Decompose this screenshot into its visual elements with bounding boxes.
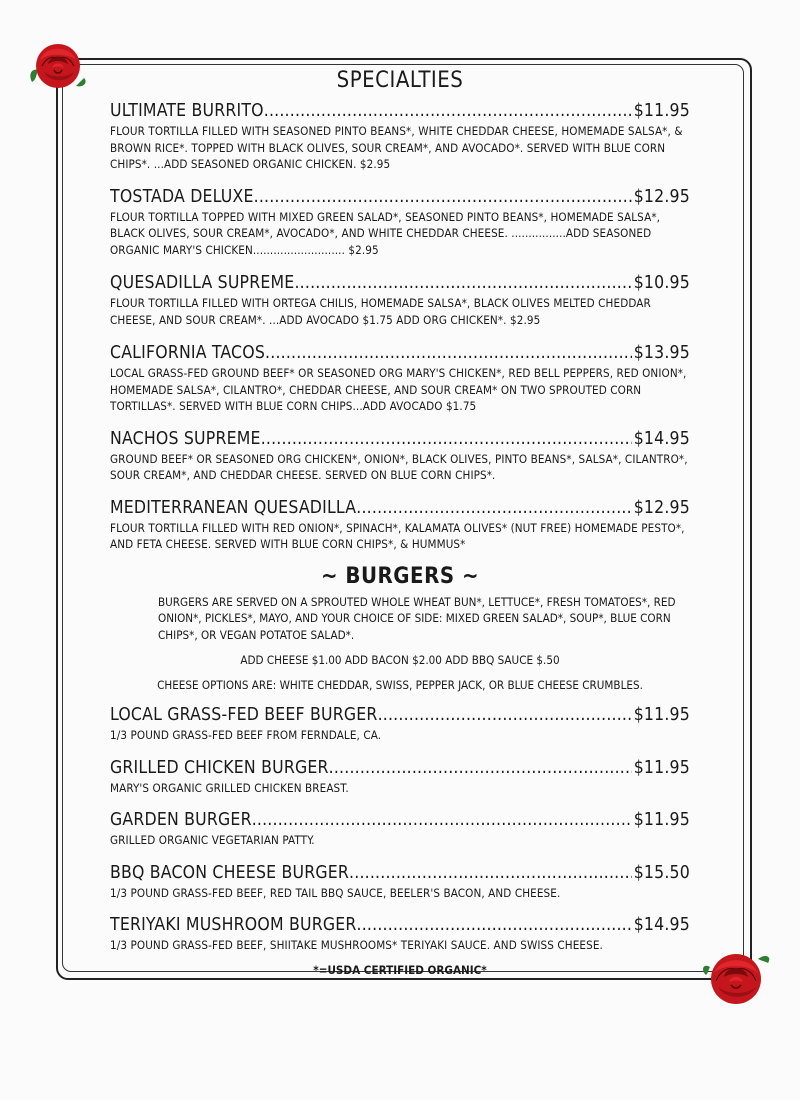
specialties-list xyxy=(110,99,690,553)
menu-item-price: $14.95 xyxy=(633,915,690,935)
cheese-options: CHEESE OPTIONS ARE: WHITE CHEDDAR, SWISS, PEPPER JACK, OR BLUE CHEESE CRUMBLES. xyxy=(157,678,643,692)
menu-item xyxy=(110,756,690,797)
menu-item xyxy=(110,271,690,328)
rose-icon xyxy=(26,38,90,96)
menu-item-price: $11.95 xyxy=(633,757,690,778)
burger-addons: ADD CHEESE $1.00 ADD BACON $2.00 ADD BBQ SAUCE $.50 xyxy=(240,653,560,667)
menu-item-header xyxy=(110,913,690,937)
menu-item-header xyxy=(110,808,690,832)
menu-item-description: GRILLED ORGANIC VEGETARIAN PATTY. xyxy=(110,833,315,847)
menu-item-name: LOCAL GRASS-FED BEEF BURGER xyxy=(110,705,378,725)
menu-content xyxy=(110,64,690,978)
menu-item-name: TOSTADA DELUXE xyxy=(110,186,254,207)
menu-item-name: MEDITERRANEAN QUESADILLA xyxy=(110,497,357,518)
menu-item-name: TERIYAKI MUSHROOM BURGER xyxy=(110,915,357,935)
menu-item-name: ULTIMATE BURRITO xyxy=(110,101,264,121)
menu-item xyxy=(110,341,690,415)
burgers-intro: BURGERS ARE SERVED ON A SPROUTED WHOLE WHEAT BUN*, LETTUCE*, FRESH TOMATOES*, RED ONION*, PICKLES*, MAYO, AND YOUR CHOICE OF SIDE: MIXED GREEN SALAD*, SOUP*, BLUE CORN CHIPS*, OR VEGAN POTATOE SALAD*. xyxy=(158,594,676,642)
menu-item-description: 1/3 POUND GRASS-FED BEEF FROM FERNDALE, CA. xyxy=(110,728,382,742)
menu-item-description: MARY'S ORGANIC GRILLED CHICKEN BREAST. xyxy=(110,780,349,795)
menu-item-name: GARDEN BURGER xyxy=(110,810,252,830)
dot-leader xyxy=(349,861,632,885)
menu-item-description: FLOUR TORTILLA FILLED WITH SEASONED PINTO BEANS*, WHITE CHEDDAR CHEESE, HOMEMADE SALSA*, & BROWN RICE*. TOPPED WITH BLACK OLIVES, SOUR CREAM*, AND AVOCADO*. SERVED WITH BLUE CORN CHIPS*. ...ADD SEASONED ORGANIC CHICKEN. $2.95 xyxy=(110,124,683,171)
dot-leader xyxy=(254,185,632,209)
menu-item-name: NACHOS SUPREME xyxy=(110,428,261,449)
menu-item-description: 1/3 POUND GRASS-FED BEEF, SHIITAKE MUSHROOMS* TERIYAKI SAUCE. AND SWISS CHEESE. xyxy=(110,938,603,952)
menu-item xyxy=(110,913,690,954)
menu-item-name: GRILLED CHICKEN BURGER xyxy=(110,757,329,778)
dot-leader xyxy=(329,756,632,780)
dot-leader xyxy=(378,703,632,727)
menu-item-price: $10.95 xyxy=(633,273,690,293)
dot-leader xyxy=(264,99,632,123)
dot-leader xyxy=(294,271,631,295)
menu-item-price: $14.95 xyxy=(633,428,690,449)
menu-item-name: CALIFORNIA TACOS xyxy=(110,343,266,363)
menu-item xyxy=(110,808,690,849)
menu-item-name: QUESADILLA SUPREME xyxy=(110,273,295,293)
menu-item-header xyxy=(110,185,690,209)
menu-item-description: GROUND BEEF* OR SEASONED ORG CHICKEN*, ONION*, BLACK OLIVES, PINTO BEANS*, SALSA*, CILANTRO*, SOUR CREAM*, AND CHEDDAR CHEESE. SERVED ON BLUE CORN CHIPS*. xyxy=(110,451,688,482)
menu-item-header xyxy=(110,271,690,295)
menu-item-description: FLOUR TORTILLA FILLED WITH ORTEGA CHILIS, HOMEMADE SALSA*, BLACK OLIVES MELTED CHEDDAR CHEESE, AND SOUR CREAM*. ...ADD AVOCADO $1.75 ADD ORG CHICKEN*. $2.95 xyxy=(110,296,651,327)
menu-item-price: $11.95 xyxy=(633,101,690,121)
dot-leader xyxy=(357,913,632,937)
rose-icon xyxy=(700,945,772,1009)
dot-leader xyxy=(252,808,632,832)
dot-leader xyxy=(261,427,632,451)
organic-footnote: *=USDA CERTIFIED ORGANIC* xyxy=(313,962,487,977)
menu-item-description: FLOUR TORTILLA TOPPED WITH MIXED GREEN SALAD*, SEASONED PINTO BEANS*, HOMEMADE SALSA*, BLACK OLIVES, SOUR CREAM*, AVOCADO*, AND WHITE CHEDDAR CHEESE. ................ADD SEASONED ORGANIC MARY'S CHICKEN........................... $2.95 xyxy=(110,209,661,257)
menu-item-price: $15.50 xyxy=(633,862,690,883)
menu-item-description: LOCAL GRASS-FED GROUND BEEF* OR SEASONED ORG MARY'S CHICKEN*, RED BELL PEPPERS, RED ONION*, HOMEMADE SALSA*, CILANTRO*, CHEDDAR CHEESE, AND SOUR CREAM* ON TWO SPROUTED CORN TORTILLAS*. SERVED WITH BLUE CORN CHIPS...ADD AVOCADO $1.75 xyxy=(110,366,687,413)
dot-leader xyxy=(265,341,632,365)
specialties-title: SPECIALTIES xyxy=(336,68,464,93)
menu-item-description: 1/3 POUND GRASS-FED BEEF, RED TAIL BBQ SAUCE, BEELER'S BACON, AND CHEESE. xyxy=(110,885,561,900)
menu-item-price: $12.95 xyxy=(633,497,690,518)
menu-item-header xyxy=(110,496,690,520)
dot-leader xyxy=(356,496,631,520)
menu-item xyxy=(110,99,690,173)
menu-item-header xyxy=(110,756,690,780)
menu-item-header xyxy=(110,427,690,451)
burgers-title: ~ BURGERS ~ xyxy=(320,563,480,589)
menu-item xyxy=(110,427,690,484)
menu-item-header xyxy=(110,861,690,885)
menu-item xyxy=(110,185,690,259)
menu-item-price: $11.95 xyxy=(633,810,690,830)
menu-item-price: $12.95 xyxy=(633,186,690,207)
menu-item-header xyxy=(110,99,690,123)
menu-item-description: FLOUR TORTILLA FILLED WITH RED ONION*, SPINACH*, KALAMATA OLIVES* (NUT FREE) HOMEMADE PESTO*, AND FETA CHEESE. SERVED WITH BLUE CORN CHIPS*, & HUMMUS* xyxy=(110,520,685,551)
menu-item xyxy=(110,861,690,902)
menu-item xyxy=(110,496,690,553)
menu-item-name: BBQ BACON CHEESE BURGER xyxy=(110,862,350,883)
menu-item xyxy=(110,703,690,744)
menu-item-price: $13.95 xyxy=(633,343,690,363)
menu-item-header xyxy=(110,341,690,365)
menu-item-header xyxy=(110,703,690,727)
burgers-list xyxy=(110,703,690,954)
menu-item-price: $11.95 xyxy=(633,705,690,725)
